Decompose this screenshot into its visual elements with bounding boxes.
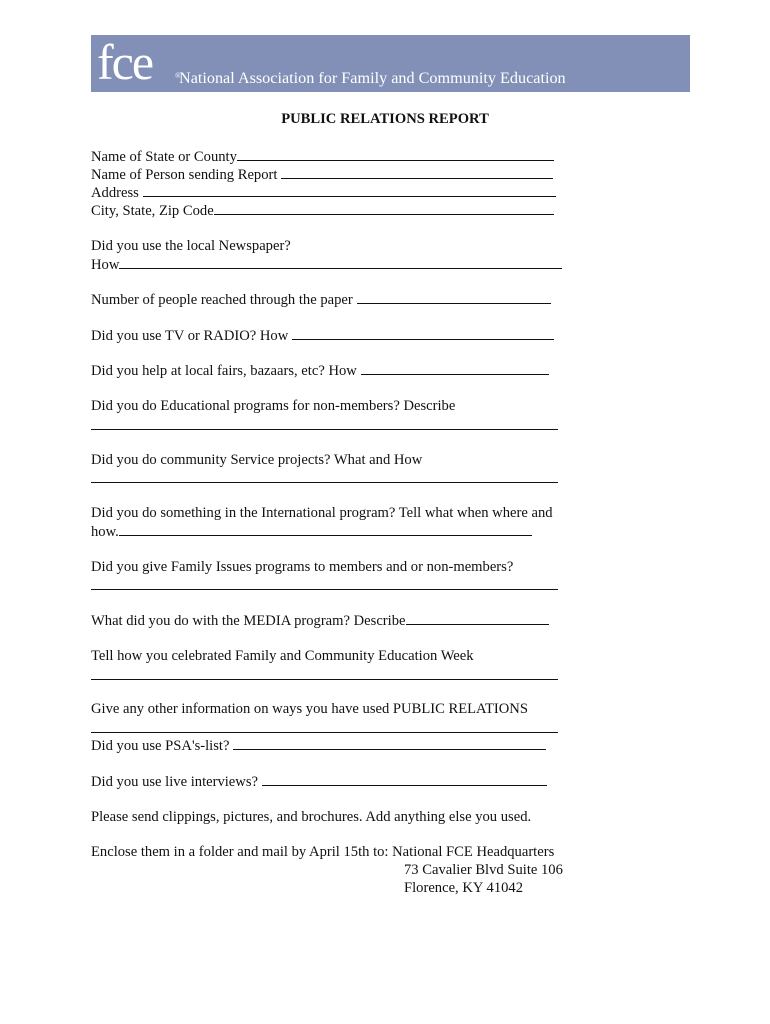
address-row: [91, 183, 556, 202]
community-question: Did you do community Service projects? What and How: [91, 452, 423, 468]
how-line[interactable]: [119, 255, 562, 269]
address-line[interactable]: [143, 183, 556, 197]
fce-logo: fce: [97, 34, 153, 90]
international-row: [91, 522, 532, 541]
community-line[interactable]: [91, 482, 558, 483]
city-line[interactable]: [214, 201, 554, 215]
state-county-row: [91, 147, 554, 166]
psa-row: [91, 736, 546, 755]
interviews-row: [91, 772, 547, 791]
international-question: Did you do something in the International program? Tell what when where and: [91, 505, 553, 521]
psa-label: Did you use PSA's-list?: [91, 738, 230, 754]
how-row: [91, 255, 562, 274]
tv-radio-line[interactable]: [292, 326, 554, 340]
media-line[interactable]: [406, 611, 549, 625]
other-info-question: Give any other information on ways you have used PUBLIC RELATIONS: [91, 701, 528, 717]
fce-week-question: Tell how you celebrated Family and Community Education Week: [91, 648, 474, 664]
interviews-label: Did you use live interviews?: [91, 774, 258, 790]
international-label: how.: [91, 524, 119, 540]
family-issues-question: Did you give Family Issues programs to members and or non-members?: [91, 559, 514, 575]
other-info-line[interactable]: [91, 732, 558, 733]
fairs-row: [91, 361, 549, 380]
page-title: PUBLIC RELATIONS REPORT: [281, 111, 489, 127]
people-reached-label: Number of people reached through the paper: [91, 292, 353, 308]
mailing-address-line2: Florence, KY 41042: [404, 880, 524, 896]
address-label: Address: [91, 185, 139, 201]
media-row: [91, 611, 549, 630]
media-label: What did you do with the MEDIA program? Describe: [91, 613, 406, 629]
interviews-line[interactable]: [262, 772, 547, 786]
psa-line[interactable]: [233, 736, 546, 750]
educational-line[interactable]: [91, 429, 558, 430]
registered-mark: ®: [175, 72, 181, 80]
state-county-line[interactable]: [237, 147, 554, 161]
organization-name: National Association for Family and Community Education: [179, 69, 566, 87]
send-instructions: Please send clippings, pictures, and brochures. Add anything else you used.: [91, 809, 532, 825]
header-banner: [91, 35, 690, 92]
educational-question: Did you do Educational programs for non-members? Describe: [91, 398, 456, 414]
fairs-label: Did you help at local fairs, bazaars, etc? How: [91, 363, 357, 379]
how-label: How: [91, 257, 120, 273]
person-row: [91, 165, 553, 184]
mailing-address-line1: 73 Cavalier Blvd Suite 106: [404, 862, 563, 878]
fairs-line[interactable]: [361, 361, 549, 375]
tv-radio-label: Did you use TV or RADIO? How: [91, 328, 289, 344]
international-line[interactable]: [119, 522, 532, 536]
newspaper-question: Did you use the local Newspaper?: [91, 238, 291, 254]
city-row: [91, 201, 554, 220]
person-line[interactable]: [281, 165, 553, 179]
people-reached-line[interactable]: [357, 290, 551, 304]
family-issues-line[interactable]: [91, 589, 558, 590]
fce-week-line[interactable]: [91, 679, 558, 680]
person-label: Name of Person sending Report: [91, 167, 278, 183]
enclose-instructions: Enclose them in a folder and mail by April 15th to: National FCE Headquarters: [91, 844, 555, 860]
state-county-label: Name of State or County: [91, 149, 237, 165]
city-label: City, State, Zip Code: [91, 203, 214, 219]
people-reached-row: [91, 290, 551, 309]
tv-radio-row: [91, 326, 554, 345]
